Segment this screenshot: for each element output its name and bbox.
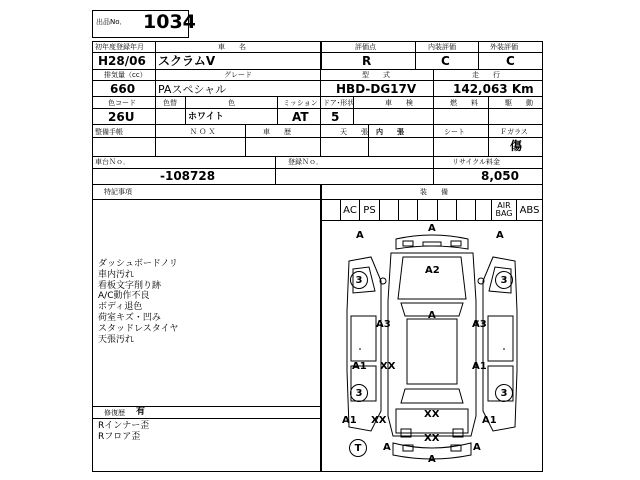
value-chassis: -108728 bbox=[160, 169, 216, 183]
label-year: 初年度登録年月 bbox=[95, 43, 144, 51]
value-recycle: 8,050 bbox=[481, 169, 519, 183]
damage-right-front-wheel: 3 bbox=[495, 271, 513, 289]
damage-right-rear-wheel: 3 bbox=[495, 384, 513, 402]
repair-item: Rフロア歪 bbox=[98, 432, 141, 442]
label-repair: 修復歴 bbox=[104, 409, 125, 417]
damage-rear-left: A bbox=[383, 442, 391, 453]
value-year: H28/06 bbox=[98, 54, 146, 68]
label-recycle: リサイクル料金 bbox=[452, 158, 501, 166]
equipment-grid bbox=[321, 199, 543, 221]
damage-left-rear-door: A1 bbox=[352, 361, 367, 372]
notes-list bbox=[98, 259, 179, 345]
note-item: 荷室キズ・凹み bbox=[98, 312, 161, 323]
value-exterior: C bbox=[506, 54, 515, 68]
value-displacement: 660 bbox=[110, 82, 136, 96]
repair-item: Rインナー歪 bbox=[98, 421, 150, 431]
note-item: スタッドレスタイヤ bbox=[98, 323, 179, 334]
label-drive: 駆 動 bbox=[505, 99, 533, 107]
value-repair: 有 bbox=[136, 407, 146, 417]
damage-rear-bumper-xx: XX bbox=[424, 433, 440, 444]
label-color: 色 bbox=[228, 99, 235, 107]
value-fglass: 傷 bbox=[510, 139, 523, 153]
equip-ps: PS bbox=[359, 199, 380, 221]
damage-hood: A2 bbox=[425, 265, 440, 276]
label-equipment: 装 備 bbox=[420, 188, 448, 196]
damage-roof: A bbox=[428, 310, 436, 321]
damage-right-quarter: A1 bbox=[482, 415, 497, 426]
label-nox: Ｎ Ｏ Ｘ bbox=[190, 128, 216, 136]
label-grade: グレード bbox=[224, 71, 252, 79]
lot-number: 1034 bbox=[143, 11, 196, 33]
value-mileage: 142,063 Km bbox=[453, 82, 534, 96]
damage-left-rear-wheel: 3 bbox=[350, 384, 368, 402]
label-color-code: 色コード bbox=[108, 99, 136, 107]
value-color-code: 26U bbox=[108, 110, 135, 124]
label-inspection: 車 検 bbox=[385, 99, 413, 107]
value-model: HBD-DG17V bbox=[336, 82, 417, 96]
value-score: R bbox=[362, 54, 372, 68]
label-interior: 内装評価 bbox=[428, 43, 456, 51]
label-registration: 登録Ｎｏ． bbox=[288, 158, 323, 166]
repair-list bbox=[98, 421, 149, 443]
note-item: 車内汚れ bbox=[98, 269, 135, 280]
damage-right-rear-door: A1 bbox=[472, 361, 487, 372]
damage-tailgate: XX bbox=[424, 409, 440, 420]
equip-ac: AC bbox=[340, 199, 360, 221]
label-seat: シート bbox=[444, 128, 465, 136]
value-interior: C bbox=[441, 54, 450, 68]
damage-left-front-wheel: 3 bbox=[350, 271, 368, 289]
note-item: ダッシュボードノリ bbox=[98, 259, 178, 269]
value-doors: 5 bbox=[331, 110, 340, 124]
label-score: 評価点 bbox=[355, 43, 376, 51]
note-item: 天張汚れ bbox=[98, 334, 135, 345]
damage-left-quarter-xx: XX bbox=[371, 415, 387, 426]
equip-airbag: AIR BAG bbox=[491, 199, 517, 221]
value-grade: PAスペシャル bbox=[158, 83, 227, 96]
label-fuel: 燃 料 bbox=[450, 99, 478, 107]
label-fglass: Ｆガラス bbox=[500, 128, 528, 136]
value-car-name: スクラムV bbox=[158, 54, 216, 68]
label-color-change: 色替 bbox=[163, 99, 177, 107]
damage-left-door: A3 bbox=[376, 319, 391, 330]
damage-rear-center: A bbox=[428, 454, 436, 465]
label-interior-bar: 内 張 bbox=[376, 128, 404, 136]
label-exterior: 外装評価 bbox=[490, 43, 518, 51]
damage-left-quarter: A1 bbox=[342, 415, 357, 426]
damage-rear-right: A bbox=[473, 442, 481, 453]
damage-front-center: A bbox=[428, 223, 436, 234]
value-color: ホワイト bbox=[188, 112, 224, 122]
label-displacement: 排気量（cc） bbox=[104, 71, 147, 79]
value-transmission: AT bbox=[292, 110, 309, 124]
note-item: 看板文字削り跡 bbox=[98, 280, 162, 291]
label-history: 車 歴 bbox=[263, 128, 291, 136]
label-mileage: 走 行 bbox=[472, 71, 500, 79]
lot-label: 出品No． bbox=[96, 18, 127, 26]
label-doors: ドア･形状 bbox=[323, 99, 355, 107]
label-car: 車 名 bbox=[218, 43, 246, 51]
damage-left-rear-xx: XX bbox=[380, 361, 396, 372]
label-model: 型 式 bbox=[362, 71, 390, 79]
damage-front-right: A bbox=[496, 230, 504, 241]
label-notes: 特記事項 bbox=[104, 188, 132, 196]
label-transmission: ミッション bbox=[283, 99, 318, 107]
label-chassis: 車台Ｎｏ． bbox=[95, 158, 130, 166]
note-item: A/C動作不良 bbox=[98, 291, 150, 302]
label-manual: 整備手帳 bbox=[95, 128, 123, 136]
damage-front-left: A bbox=[356, 230, 364, 241]
note-item: ボディ退色 bbox=[98, 302, 143, 313]
damage-rear-left-circle: T bbox=[349, 439, 367, 457]
equip-abs: ABS bbox=[516, 199, 543, 221]
label-roof: 天 張 bbox=[340, 128, 368, 136]
damage-right-door: A3 bbox=[472, 319, 487, 330]
